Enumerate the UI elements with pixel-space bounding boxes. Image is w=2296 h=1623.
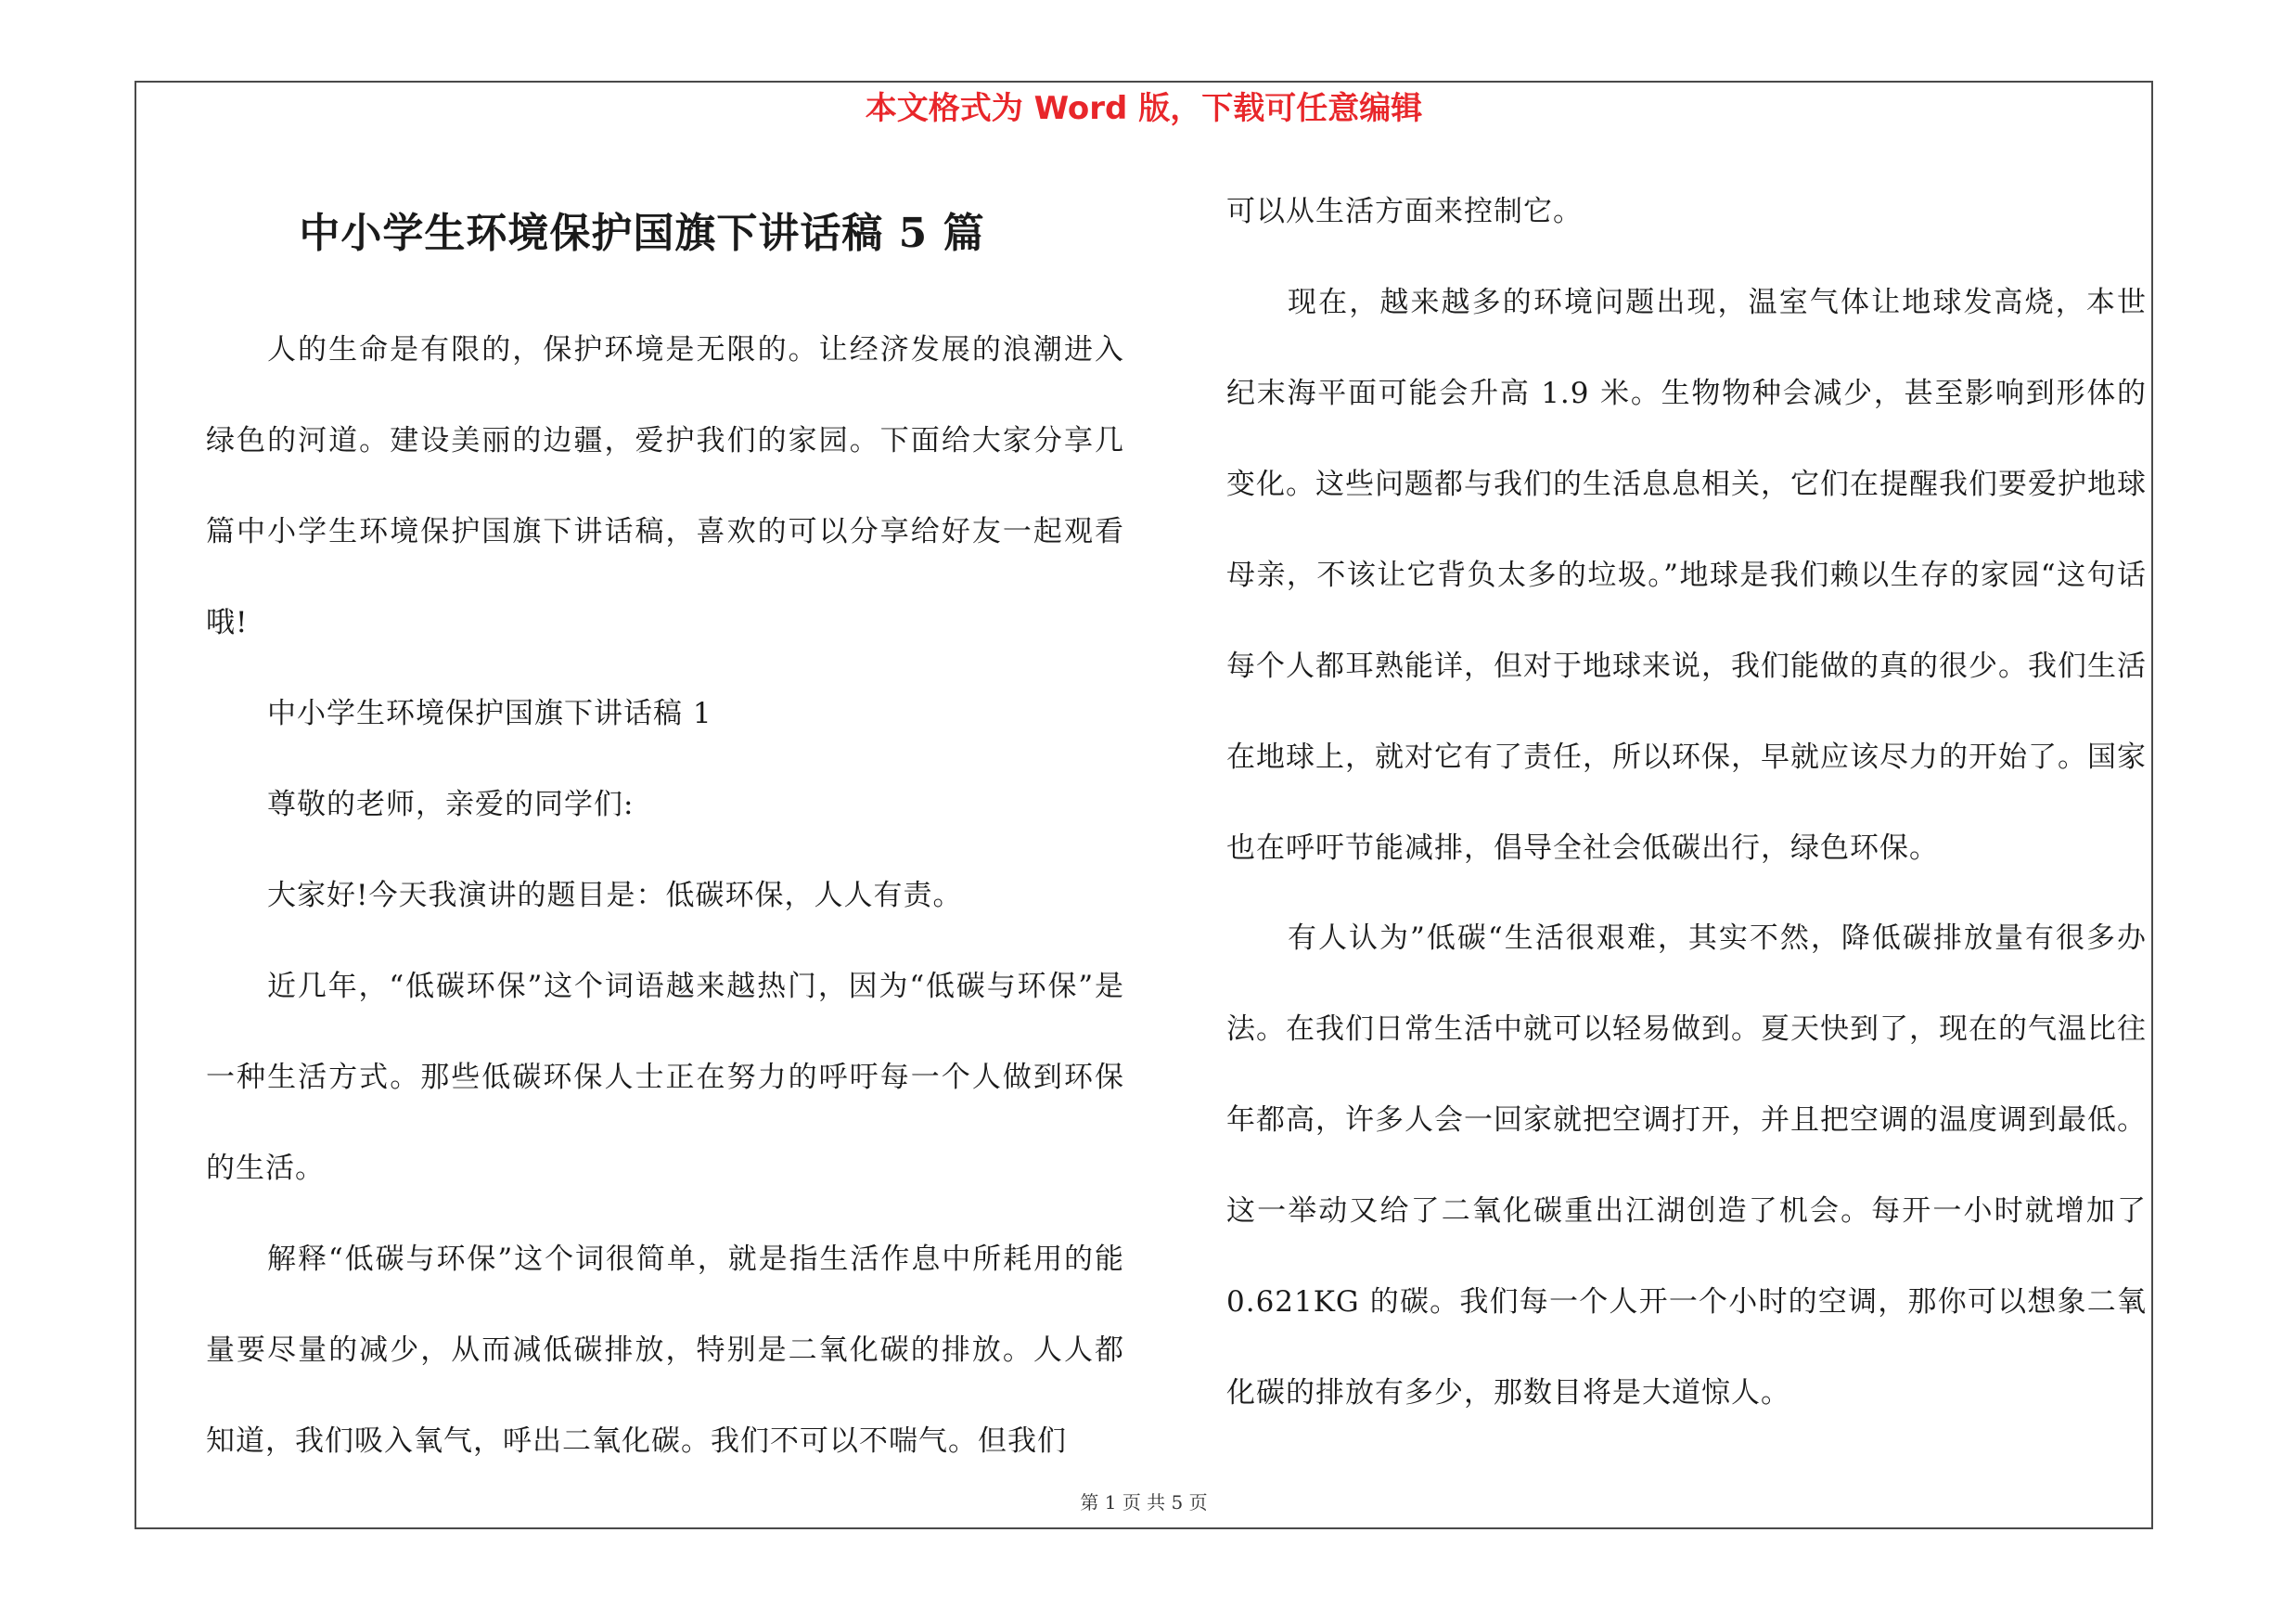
format-banner: 本文格式为 Word 版，下载可任意编辑 [865, 90, 1423, 127]
paragraph-low-carbon-intro: 近几年，“低碳环保”这个词语越来越热门，因为“低碳与环保”是一种生活方式。那些低碳环保人士正在努力的呼吁每一个人做到环保的生活。 [206, 970, 1124, 1185]
paragraph-low-carbon-explanation: 解释“低碳与环保”这个词很简单，就是指生活作息中所耗用的能量要尽量的减少，从而减低碳排放，特别是二氧化碳的排放。人人都知道，我们吸入氧气，呼出二氧化碳。我们不可以不喘气。但我们 [206, 1243, 1124, 1458]
speech-subtitle: 中小学生环境保护国旗下讲话稿 1 [267, 697, 712, 730]
salutation: 尊敬的老师，亲爱的同学们: [267, 788, 635, 821]
paragraph-low-carbon-methods: 有人认为”低碳“生活很艰难，其实不然，降低碳排放量有很多办法。在我们日常生活中就可以轻易做到。夏天快到了，现在的气温比往年都高，许多人会一回家就把空调打开，并且把空调的温度调到最低。这一举动又给了二氧化碳重出江湖创造了机会。每开一小时就增加了 0.621KG 的碳。我们每一个人开一个小时的空调，那你可以想象二氧化碳的排放有多少，那数目将是大道惊人。 [1226, 921, 2147, 1410]
greeting: 大家好!今天我演讲的题目是：低碳环保，人人有责。 [267, 879, 963, 912]
document-title: 中小学生环境保护国旗下讲话稿 5 篇 [299, 210, 985, 257]
paragraph-environment-issues: 现在，越来越多的环境问题出现，温室气体让地球发高烧，本世纪末海平面可能会升高 1.9 米。生物物种会减少，甚至影响到形体的变化。这些问题都与我们的生活息息相关，它们在提醒我们要爱护地球母亲，不该让它背负太多的垃圾。”地球是我们赖以生存的家园“这句话每个人都耳熟能详，但对于地球来说，我们能做的真的很少。我们生活在地球上，就对它有了责任，所以环保，早就应该尽力的开始了。国家也在呼吁节能减排，倡导全社会低碳出行，绿色环保。 [1226, 286, 2147, 865]
page-number: 第 1 页 共 5 页 [1080, 1491, 1208, 1514]
continuation-line: 可以从生活方面来控制它。 [1226, 195, 1583, 228]
intro-paragraph: 人的生命是有限的，保护环境是无限的。让经济发展的浪潮进入绿色的河道。建设美丽的边疆，爱护我们的家园。下面给大家分享几篇中小学生环境保护国旗下讲话稿，喜欢的可以分享给好友一起观看哦! [206, 333, 1124, 639]
